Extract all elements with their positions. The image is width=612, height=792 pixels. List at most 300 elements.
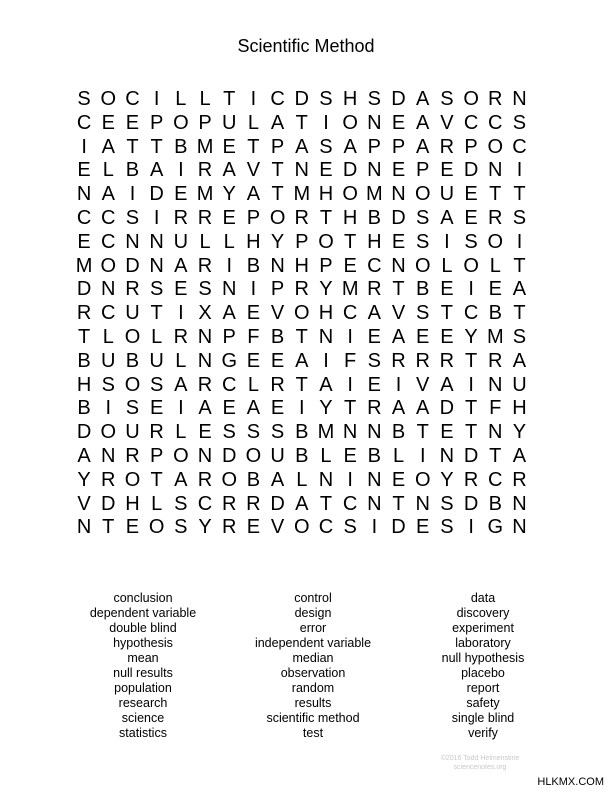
- grid-cell: A: [512, 349, 527, 372]
- word-list-column-3: [398, 591, 568, 741]
- grid-cell: U: [173, 230, 189, 253]
- grid-cell: U: [221, 111, 237, 134]
- grid-cell: C: [512, 135, 527, 158]
- grid-cell: T: [440, 302, 454, 325]
- word-list-item: test: [302, 726, 324, 740]
- word-list-item: mean: [127, 651, 159, 665]
- grid-cell: U: [270, 444, 285, 467]
- word-list-item: research: [118, 696, 168, 710]
- grid-cell: D: [463, 159, 479, 182]
- grid-cell: C: [101, 230, 116, 253]
- grid-cell: N: [270, 254, 285, 277]
- grid-cell: D: [101, 492, 116, 515]
- grid-cell: R: [197, 206, 213, 229]
- grid-cell: B: [416, 278, 430, 301]
- grid-cell: L: [247, 111, 259, 134]
- grid-cell: P: [319, 254, 333, 277]
- grid-cell: E: [416, 325, 430, 348]
- grid-cell: I: [178, 159, 184, 182]
- grid-cell: N: [318, 468, 334, 491]
- grid-cell: U: [125, 421, 140, 444]
- grid-cell: N: [367, 111, 382, 134]
- grid-cell: I: [468, 516, 474, 539]
- grid-cell: B: [77, 349, 91, 372]
- grid-cell: E: [391, 230, 406, 253]
- grid-row: [72, 326, 532, 350]
- grid-cell: Y: [319, 278, 333, 301]
- grid-cell: S: [512, 111, 527, 134]
- grid-cell: E: [222, 397, 236, 420]
- grid-cell: E: [416, 516, 430, 539]
- grid-row: [72, 397, 532, 421]
- grid-row: [72, 136, 532, 160]
- grid-cell: E: [343, 254, 357, 277]
- grid-cell: G: [487, 516, 504, 539]
- grid-cell: I: [371, 516, 378, 539]
- grid-cell: E: [367, 373, 382, 396]
- grid-cell: H: [342, 206, 358, 229]
- grid-cell: P: [149, 444, 164, 467]
- grid-cell: N: [76, 516, 92, 539]
- grid-cell: I: [250, 88, 257, 110]
- grid-cell: T: [416, 421, 429, 444]
- grid-cell: R: [101, 468, 116, 491]
- grid-cell: L: [199, 88, 211, 110]
- grid-cell: C: [76, 111, 92, 134]
- grid-cell: S: [77, 88, 91, 110]
- grid-cell: M: [75, 254, 93, 277]
- grid-cell: S: [343, 516, 357, 539]
- grid-cell: M: [341, 278, 359, 301]
- grid-row: [72, 88, 532, 112]
- grid-cell: R: [294, 206, 309, 229]
- grid-cell: S: [416, 206, 430, 229]
- grid-cell: T: [513, 302, 526, 325]
- page-title: Scientific Method: [237, 36, 375, 56]
- grid-cell: S: [125, 206, 140, 229]
- grid-cell: I: [153, 206, 160, 229]
- grid-cell: D: [463, 444, 479, 467]
- grid-cell: Y: [270, 230, 285, 253]
- grid-cell: E: [464, 183, 478, 206]
- grid-cell: T: [464, 349, 478, 372]
- grid-row: [72, 302, 532, 326]
- grid-cell: N: [294, 159, 309, 182]
- grid-cell: R: [512, 468, 527, 491]
- grid-cell: N: [367, 421, 382, 444]
- word-list-item: null results: [113, 666, 173, 680]
- grid-cell: E: [440, 325, 454, 348]
- grid-cell: A: [343, 135, 357, 158]
- grid-cell: R: [415, 349, 430, 372]
- grid-cell: D: [125, 254, 140, 277]
- grid-cell: R: [197, 254, 213, 277]
- grid-cell: P: [198, 111, 212, 134]
- grid-cell: B: [246, 254, 261, 277]
- grid-cell: D: [76, 421, 92, 444]
- grid-cell: O: [173, 444, 189, 467]
- grid-cell: R: [221, 516, 237, 539]
- word-list-item: null hypothesis: [441, 651, 525, 665]
- word-list-item: design: [294, 606, 332, 620]
- grid-cell: A: [270, 468, 285, 491]
- grid-cell: T: [150, 302, 163, 325]
- grid-cell: T: [392, 492, 405, 515]
- grid-cell: T: [392, 278, 405, 301]
- copyright-site: sciencenotes.org: [453, 764, 507, 771]
- grid-cell: S: [367, 88, 382, 110]
- grid-cell: E: [246, 349, 261, 372]
- grid-cell: L: [151, 325, 163, 348]
- copyright-notice: [420, 754, 540, 772]
- word-list-item: conclusion: [113, 591, 173, 605]
- grid-cell: E: [125, 111, 140, 134]
- grid-cell: E: [174, 278, 188, 301]
- grid-cell: P: [222, 325, 236, 348]
- grid-cell: I: [516, 159, 523, 182]
- grid-cell: N: [488, 421, 503, 444]
- grid-cell: T: [102, 516, 115, 539]
- grid-cell: R: [294, 278, 309, 301]
- grid-cell: I: [250, 278, 257, 301]
- grid-cell: O: [124, 468, 141, 491]
- grid-cell: T: [319, 492, 333, 515]
- grid-cell: M: [196, 183, 214, 206]
- grid-cell: Y: [512, 421, 527, 444]
- grid-cell: R: [367, 278, 382, 301]
- grid-cell: E: [343, 444, 357, 467]
- grid-row: [72, 493, 532, 517]
- grid-cell: A: [319, 373, 333, 396]
- grid-cell: R: [270, 373, 285, 396]
- grid-cell: I: [444, 230, 450, 253]
- grid-row: [72, 516, 532, 540]
- grid-cell: E: [174, 183, 188, 206]
- grid-cell: R: [463, 468, 479, 491]
- grid-cell: T: [223, 88, 236, 110]
- grid-cell: T: [513, 254, 526, 277]
- grid-cell: U: [512, 373, 527, 396]
- word-list-item: results: [294, 696, 332, 710]
- word-list-item: observation: [280, 666, 346, 680]
- grid-cell: L: [102, 159, 114, 182]
- grid-cell: D: [391, 206, 406, 229]
- word-list-item: median: [292, 651, 334, 665]
- word-list-item: safety: [466, 696, 500, 710]
- grid-cell: O: [294, 302, 310, 325]
- grid-cell: L: [441, 254, 453, 277]
- grid-cell: T: [271, 159, 284, 182]
- grid-cell: P: [295, 230, 309, 253]
- grid-cell: A: [367, 302, 382, 325]
- grid-cell: B: [174, 135, 188, 158]
- grid-cell: E: [464, 206, 478, 229]
- word-list-column-1: [58, 591, 228, 741]
- grid-cell: S: [198, 278, 212, 301]
- grid-cell: T: [126, 135, 139, 158]
- grid-cell: S: [246, 421, 261, 444]
- grid-cell: V: [391, 302, 406, 325]
- word-list-item: dependent variable: [89, 606, 197, 620]
- grid-cell: P: [270, 278, 285, 301]
- word-list-item: placebo: [461, 666, 505, 680]
- grid-cell: I: [347, 373, 353, 396]
- grid-cell: C: [463, 111, 479, 134]
- grid-cell: S: [440, 492, 454, 515]
- grid-cell: N: [197, 444, 213, 467]
- grid-cell: A: [101, 183, 115, 206]
- grid-cell: C: [367, 254, 382, 277]
- grid-cell: S: [464, 230, 478, 253]
- grid-row: [72, 374, 532, 398]
- grid-cell: N: [197, 349, 213, 372]
- grid-cell: E: [440, 159, 454, 182]
- grid-cell: A: [246, 397, 261, 420]
- grid-cell: A: [198, 397, 212, 420]
- grid-cell: R: [221, 492, 237, 515]
- word-list-item: experiment: [452, 621, 514, 635]
- grid-cell: R: [125, 444, 140, 467]
- grid-cell: P: [416, 159, 430, 182]
- grid-cell: E: [222, 135, 236, 158]
- grid-cell: A: [440, 373, 454, 396]
- grid-cell: I: [178, 397, 184, 420]
- grid-cell: N: [149, 230, 164, 253]
- grid-row: [72, 255, 532, 279]
- grid-cell: E: [391, 159, 406, 182]
- grid-cell: O: [100, 88, 117, 110]
- grid-cell: B: [488, 492, 502, 515]
- grid-cell: N: [512, 492, 527, 515]
- grid-cell: O: [414, 468, 431, 491]
- grid-cell: N: [391, 254, 406, 277]
- grid-cell: M: [196, 135, 214, 158]
- grid-cell: O: [342, 183, 358, 206]
- grid-cell: C: [488, 468, 503, 491]
- word-list-item: double blind: [109, 621, 177, 635]
- grid-cell: E: [222, 206, 236, 229]
- grid-cell: N: [367, 159, 382, 182]
- grid-row: [72, 231, 532, 255]
- grid-cell: U: [439, 183, 455, 206]
- grid-cell: R: [488, 349, 503, 372]
- grid-cell: D: [221, 444, 237, 467]
- grid-cell: S: [512, 206, 527, 229]
- word-list-item: independent variable: [254, 636, 372, 650]
- grid-cell: R: [173, 206, 189, 229]
- grid-cell: E: [270, 349, 285, 372]
- grid-cell: A: [222, 302, 236, 325]
- grid-cell: E: [391, 111, 406, 134]
- grid-cell: E: [270, 397, 285, 420]
- grid-cell: S: [270, 421, 285, 444]
- grid-cell: Y: [464, 325, 478, 348]
- grid-cell: S: [125, 397, 140, 420]
- grid-cell: O: [100, 254, 117, 277]
- grid-cell: D: [270, 492, 285, 515]
- grid-cell: T: [77, 325, 91, 348]
- grid-cell: O: [100, 421, 117, 444]
- grid-cell: Y: [198, 516, 212, 539]
- grid-row: [72, 445, 532, 469]
- grid-cell: L: [247, 373, 259, 396]
- grid-cell: M: [486, 325, 504, 348]
- grid-cell: H: [125, 492, 140, 515]
- grid-cell: T: [513, 183, 526, 206]
- word-list-item: statistics: [119, 726, 167, 740]
- grid-cell: L: [489, 254, 501, 277]
- grid-cell: S: [101, 373, 115, 396]
- grid-cell: C: [101, 302, 116, 325]
- grid-cell: T: [489, 183, 502, 206]
- grid-cell: A: [440, 206, 454, 229]
- grid-cell: N: [101, 444, 116, 467]
- grid-cell: Y: [440, 468, 454, 491]
- grid-cell: I: [395, 373, 402, 396]
- grid-cell: N: [342, 421, 358, 444]
- grid-cell: D: [149, 183, 164, 206]
- grid-cell: C: [101, 206, 116, 229]
- grid-cell: M: [366, 183, 383, 206]
- grid-cell: E: [246, 516, 261, 539]
- copyright-line: ©2016 Todd Helmenstine: [440, 755, 520, 762]
- grid-cell: O: [269, 206, 286, 229]
- grid-cell: C: [197, 492, 213, 515]
- grid-cell: L: [199, 230, 211, 253]
- grid-cell: T: [464, 397, 478, 420]
- grid-cell: I: [129, 183, 136, 206]
- grid-cell: I: [323, 111, 329, 134]
- grid-cell: A: [77, 444, 91, 467]
- grid-row: [72, 112, 532, 136]
- grid-cell: T: [150, 135, 163, 158]
- word-list-item: scientific method: [266, 711, 360, 725]
- grid-cell: L: [151, 492, 163, 515]
- grid-cell: C: [318, 516, 334, 539]
- grid-cell: N: [367, 492, 382, 515]
- grid-cell: Y: [319, 397, 333, 420]
- grid-cell: H: [246, 230, 261, 253]
- grid-cell: D: [439, 397, 455, 420]
- grid-cell: C: [76, 206, 92, 229]
- grid-cell: P: [149, 111, 164, 134]
- grid-cell: E: [440, 278, 454, 301]
- grid-cell: R: [439, 349, 455, 372]
- grid-cell: A: [295, 349, 309, 372]
- grid-cell: B: [125, 349, 140, 372]
- grid-cell: V: [270, 302, 285, 325]
- grid-cell: N: [512, 516, 527, 539]
- grid-cell: S: [222, 421, 236, 444]
- grid-cell: L: [223, 230, 235, 253]
- grid-row: [72, 159, 532, 183]
- grid-cell: B: [270, 325, 285, 348]
- grid-cell: L: [296, 468, 308, 491]
- grid-cell: N: [197, 325, 213, 348]
- grid-cell: O: [414, 254, 431, 277]
- grid-cell: O: [221, 468, 237, 491]
- grid-cell: A: [295, 492, 309, 515]
- grid-cell: A: [270, 111, 285, 134]
- grid-row: [72, 207, 532, 231]
- grid-cell: E: [488, 278, 502, 301]
- grid-cell: T: [295, 111, 308, 134]
- grid-row: [72, 421, 532, 445]
- grid-cell: U: [149, 349, 164, 372]
- grid-cell: T: [295, 373, 308, 396]
- word-list-column-2: [228, 591, 398, 741]
- grid-cell: F: [247, 325, 260, 348]
- grid-cell: A: [174, 373, 188, 396]
- grid-row: [72, 350, 532, 374]
- grid-cell: S: [319, 135, 333, 158]
- grid-cell: O: [124, 373, 141, 396]
- grid-cell: H: [294, 254, 309, 277]
- grid-cell: M: [293, 183, 311, 206]
- grid-cell: A: [174, 254, 188, 277]
- grid-cell: U: [125, 302, 140, 325]
- grid-cell: U: [101, 349, 116, 372]
- grid-cell: X: [198, 302, 212, 325]
- grid-cell: N: [391, 183, 406, 206]
- grid-cell: L: [175, 349, 187, 372]
- grid-cell: R: [488, 206, 503, 229]
- word-list-item: error: [299, 621, 327, 635]
- grid-row: [72, 278, 532, 302]
- grid-cell: R: [197, 159, 213, 182]
- grid-cell: A: [391, 325, 406, 348]
- grid-cell: V: [270, 516, 285, 539]
- grid-cell: D: [76, 278, 92, 301]
- grid-cell: I: [299, 397, 305, 420]
- grid-cell: E: [440, 421, 454, 444]
- grid-cell: A: [416, 88, 430, 110]
- grid-cell: S: [440, 88, 454, 110]
- grid-cell: N: [125, 230, 140, 253]
- grid-cell: S: [174, 492, 188, 515]
- grid-row: [72, 469, 532, 493]
- grid-cell: D: [391, 516, 406, 539]
- grid-cell: S: [416, 230, 430, 253]
- letter-grid: [72, 88, 532, 540]
- grid-cell: S: [174, 516, 188, 539]
- grid-cell: N: [415, 492, 430, 515]
- grid-cell: N: [318, 325, 334, 348]
- grid-cell: R: [149, 421, 164, 444]
- grid-cell: E: [367, 325, 382, 348]
- word-list-item: report: [466, 681, 500, 695]
- grid-cell: I: [468, 278, 474, 301]
- grid-cell: S: [149, 373, 164, 396]
- grid-cell: N: [439, 444, 455, 467]
- grid-cell: I: [153, 88, 160, 110]
- grid-cell: L: [175, 88, 187, 110]
- grid-cell: O: [342, 111, 358, 134]
- grid-cell: I: [468, 373, 474, 396]
- grid-cell: Y: [77, 468, 91, 491]
- grid-cell: A: [149, 159, 164, 182]
- grid-cell: R: [173, 325, 189, 348]
- grid-cell: S: [416, 302, 430, 325]
- grid-cell: V: [416, 373, 430, 396]
- grid-cell: R: [246, 492, 261, 515]
- grid-cell: A: [512, 278, 527, 301]
- grid-cell: N: [488, 373, 503, 396]
- grid-cell: I: [516, 230, 523, 253]
- grid-cell: I: [323, 349, 329, 372]
- grid-cell: H: [367, 230, 382, 253]
- grid-cell: P: [246, 206, 261, 229]
